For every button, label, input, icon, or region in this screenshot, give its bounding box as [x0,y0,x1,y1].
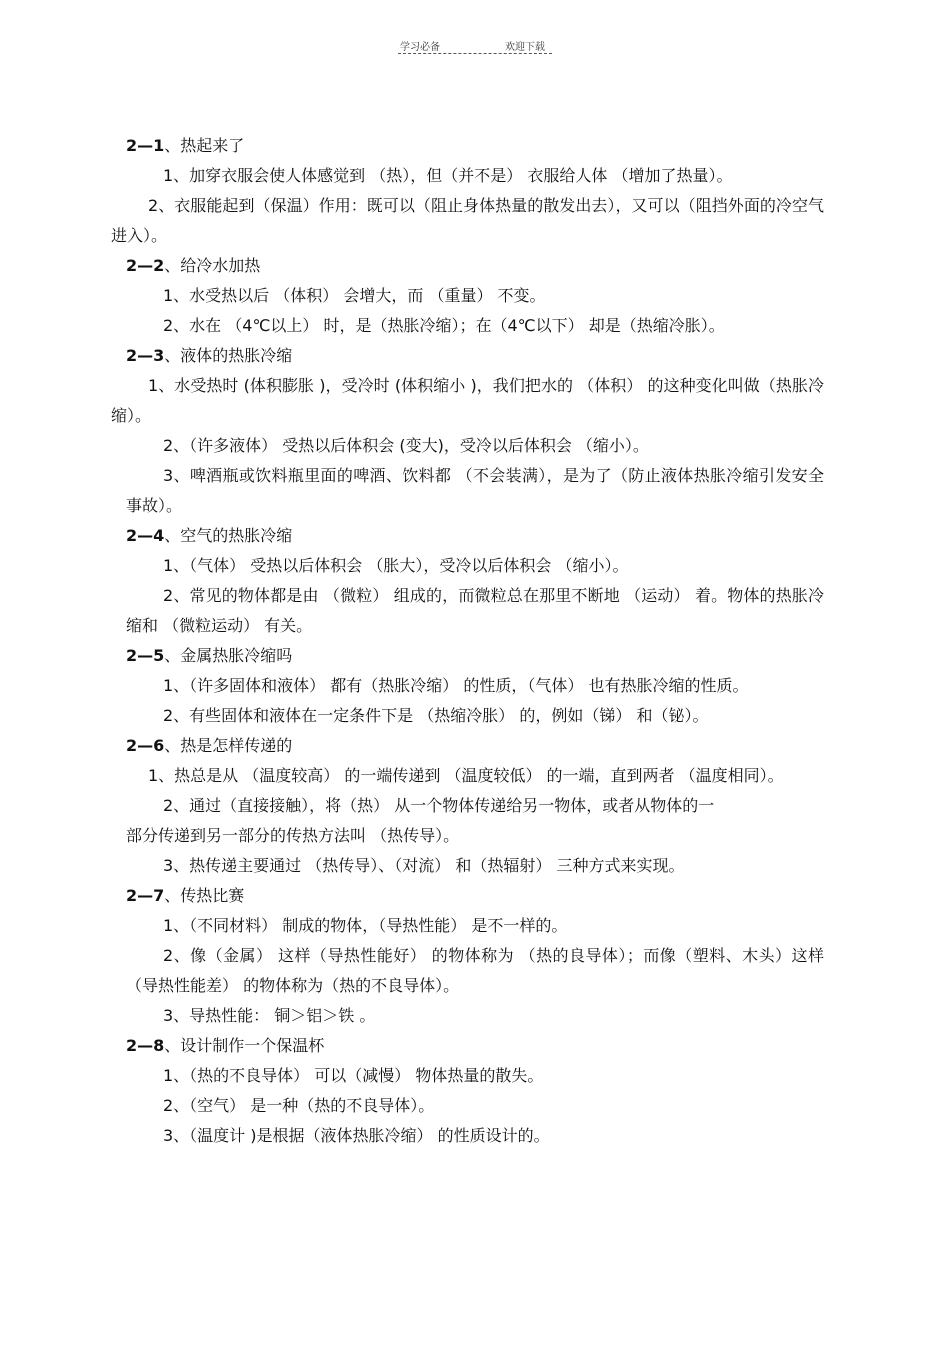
section-item: 2、像（金属） 这样（导热性能好） 的物体称为 （热的良导体）；而像（塑料、木头）这样（导热性能差） 的物体称为（热的不良导体）。 [126,946,824,995]
section-item: 2、通过（直接接触），将（热） 从一个物体传递给另一物体，或者从物体的一 [163,796,715,815]
section-heading [126,131,824,161]
section-item: 1、（热的不良导体） 可以（减慢） 物体热量的散失。 [163,1066,544,1085]
section-item: 3、导热性能： 铜＞铝＞铁 。 [163,1006,376,1025]
section-number: 2—3 [126,346,165,365]
section-heading [126,341,824,371]
section-heading [126,1031,824,1061]
section-title-text: 、设计制作一个保温杯 [164,1036,325,1055]
section-number: 2—1 [126,136,165,155]
section-heading [126,641,824,671]
section-item: 部分传递到另一部分的传热方法叫 （热传导）。 [126,826,460,845]
document-body [111,131,824,1151]
section-item: 2、（许多液体） 受热以后体积会 (变大)，受冷以后体积会 （缩小）。 [163,436,649,455]
section-title-text: 、空气的热胀冷缩 [164,526,293,545]
section-title-text: 、液体的热胀冷缩 [164,346,293,365]
section-item: 2、（空气） 是一种（热的不良导体）。 [163,1096,435,1115]
section-title-text: 、传热比赛 [164,886,245,905]
section-item: 3、（温度计 )是根据（液体热胀冷缩） 的性质设计的。 [163,1126,550,1145]
section-number: 2—7 [126,886,165,905]
section-item: 1、（许多固体和液体） 都有（热胀冷缩） 的性质，（气体） 也有热胀冷缩的性质。 [163,676,749,695]
section-heading [126,251,824,281]
section-item: 1、加穿衣服会使人体感觉到 （热），但（并不是） 衣服给人体 （增加了热量）。 [163,166,733,185]
section-item: 3、啤酒瓶或饮料瓶里面的啤酒、饮料都 （不会装满），是为了（防止液体热胀冷缩引发安全事故）。 [126,466,824,515]
section-title-text: 、给冷水加热 [164,256,261,275]
section-title-text: 、热是怎样传递的 [164,736,293,755]
page-header [398,38,552,56]
section-heading [126,731,824,761]
section-title-text: 、金属热胀冷缩吗 [164,646,293,665]
header-right-text: 欢迎下载 [505,42,545,53]
section-number: 2—2 [126,256,165,275]
section-number: 2—4 [126,526,165,545]
section-number: 2—5 [126,646,165,665]
section-heading [126,881,824,911]
section-item: 2、常见的物体都是由 （微粒） 组成的，而微粒总在那里不断地 （运动） 着。物体的热胀冷缩和 （微粒运动） 有关。 [126,586,824,635]
section-item: 3、热传递主要通过 （热传导）、（对流） 和（热辐射） 三种方式来实现。 [163,856,685,875]
section-item: 1、水受热以后 （体积） 会增大，而 （重量） 不变。 [163,286,546,305]
section-item: 1、热总是从 （温度较高） 的一端传递到 （温度较低） 的一端，直到两者 （温度相同）。 [148,766,784,785]
section-item: 2、水在 （4℃以上） 时，是（热胀冷缩）；在（4℃以下） 却是（热缩冷胀）。 [163,316,725,335]
section-number: 2—8 [126,1036,165,1055]
section-number: 2—6 [126,736,165,755]
section-title-text: 、热起来了 [164,136,245,155]
header-divider [398,53,552,54]
section-item: 2、有些固体和液体在一定条件下是 （热缩冷胀） 的，例如（锑） 和（铋）。 [163,706,709,725]
section-item: 1、（不同材料） 制成的物体，（导热性能） 是不一样的。 [163,916,568,935]
section-item: 1、水受热时 (体积膨胀 )，受冷时 (体积缩小 )，我们把水的 （体积） 的这种变化叫做（热胀冷缩）。 [111,376,824,425]
header-left-text: 学习必备 [400,42,440,53]
section-heading [126,521,824,551]
section-item: 2、衣服能起到（保温）作用：既可以（阻止身体热量的散发出去），又可以（阻挡外面的冷空气进入）。 [111,196,824,245]
section-item: 1、（气体） 受热以后体积会 （胀大），受冷以后体积会 （缩小）。 [163,556,629,575]
